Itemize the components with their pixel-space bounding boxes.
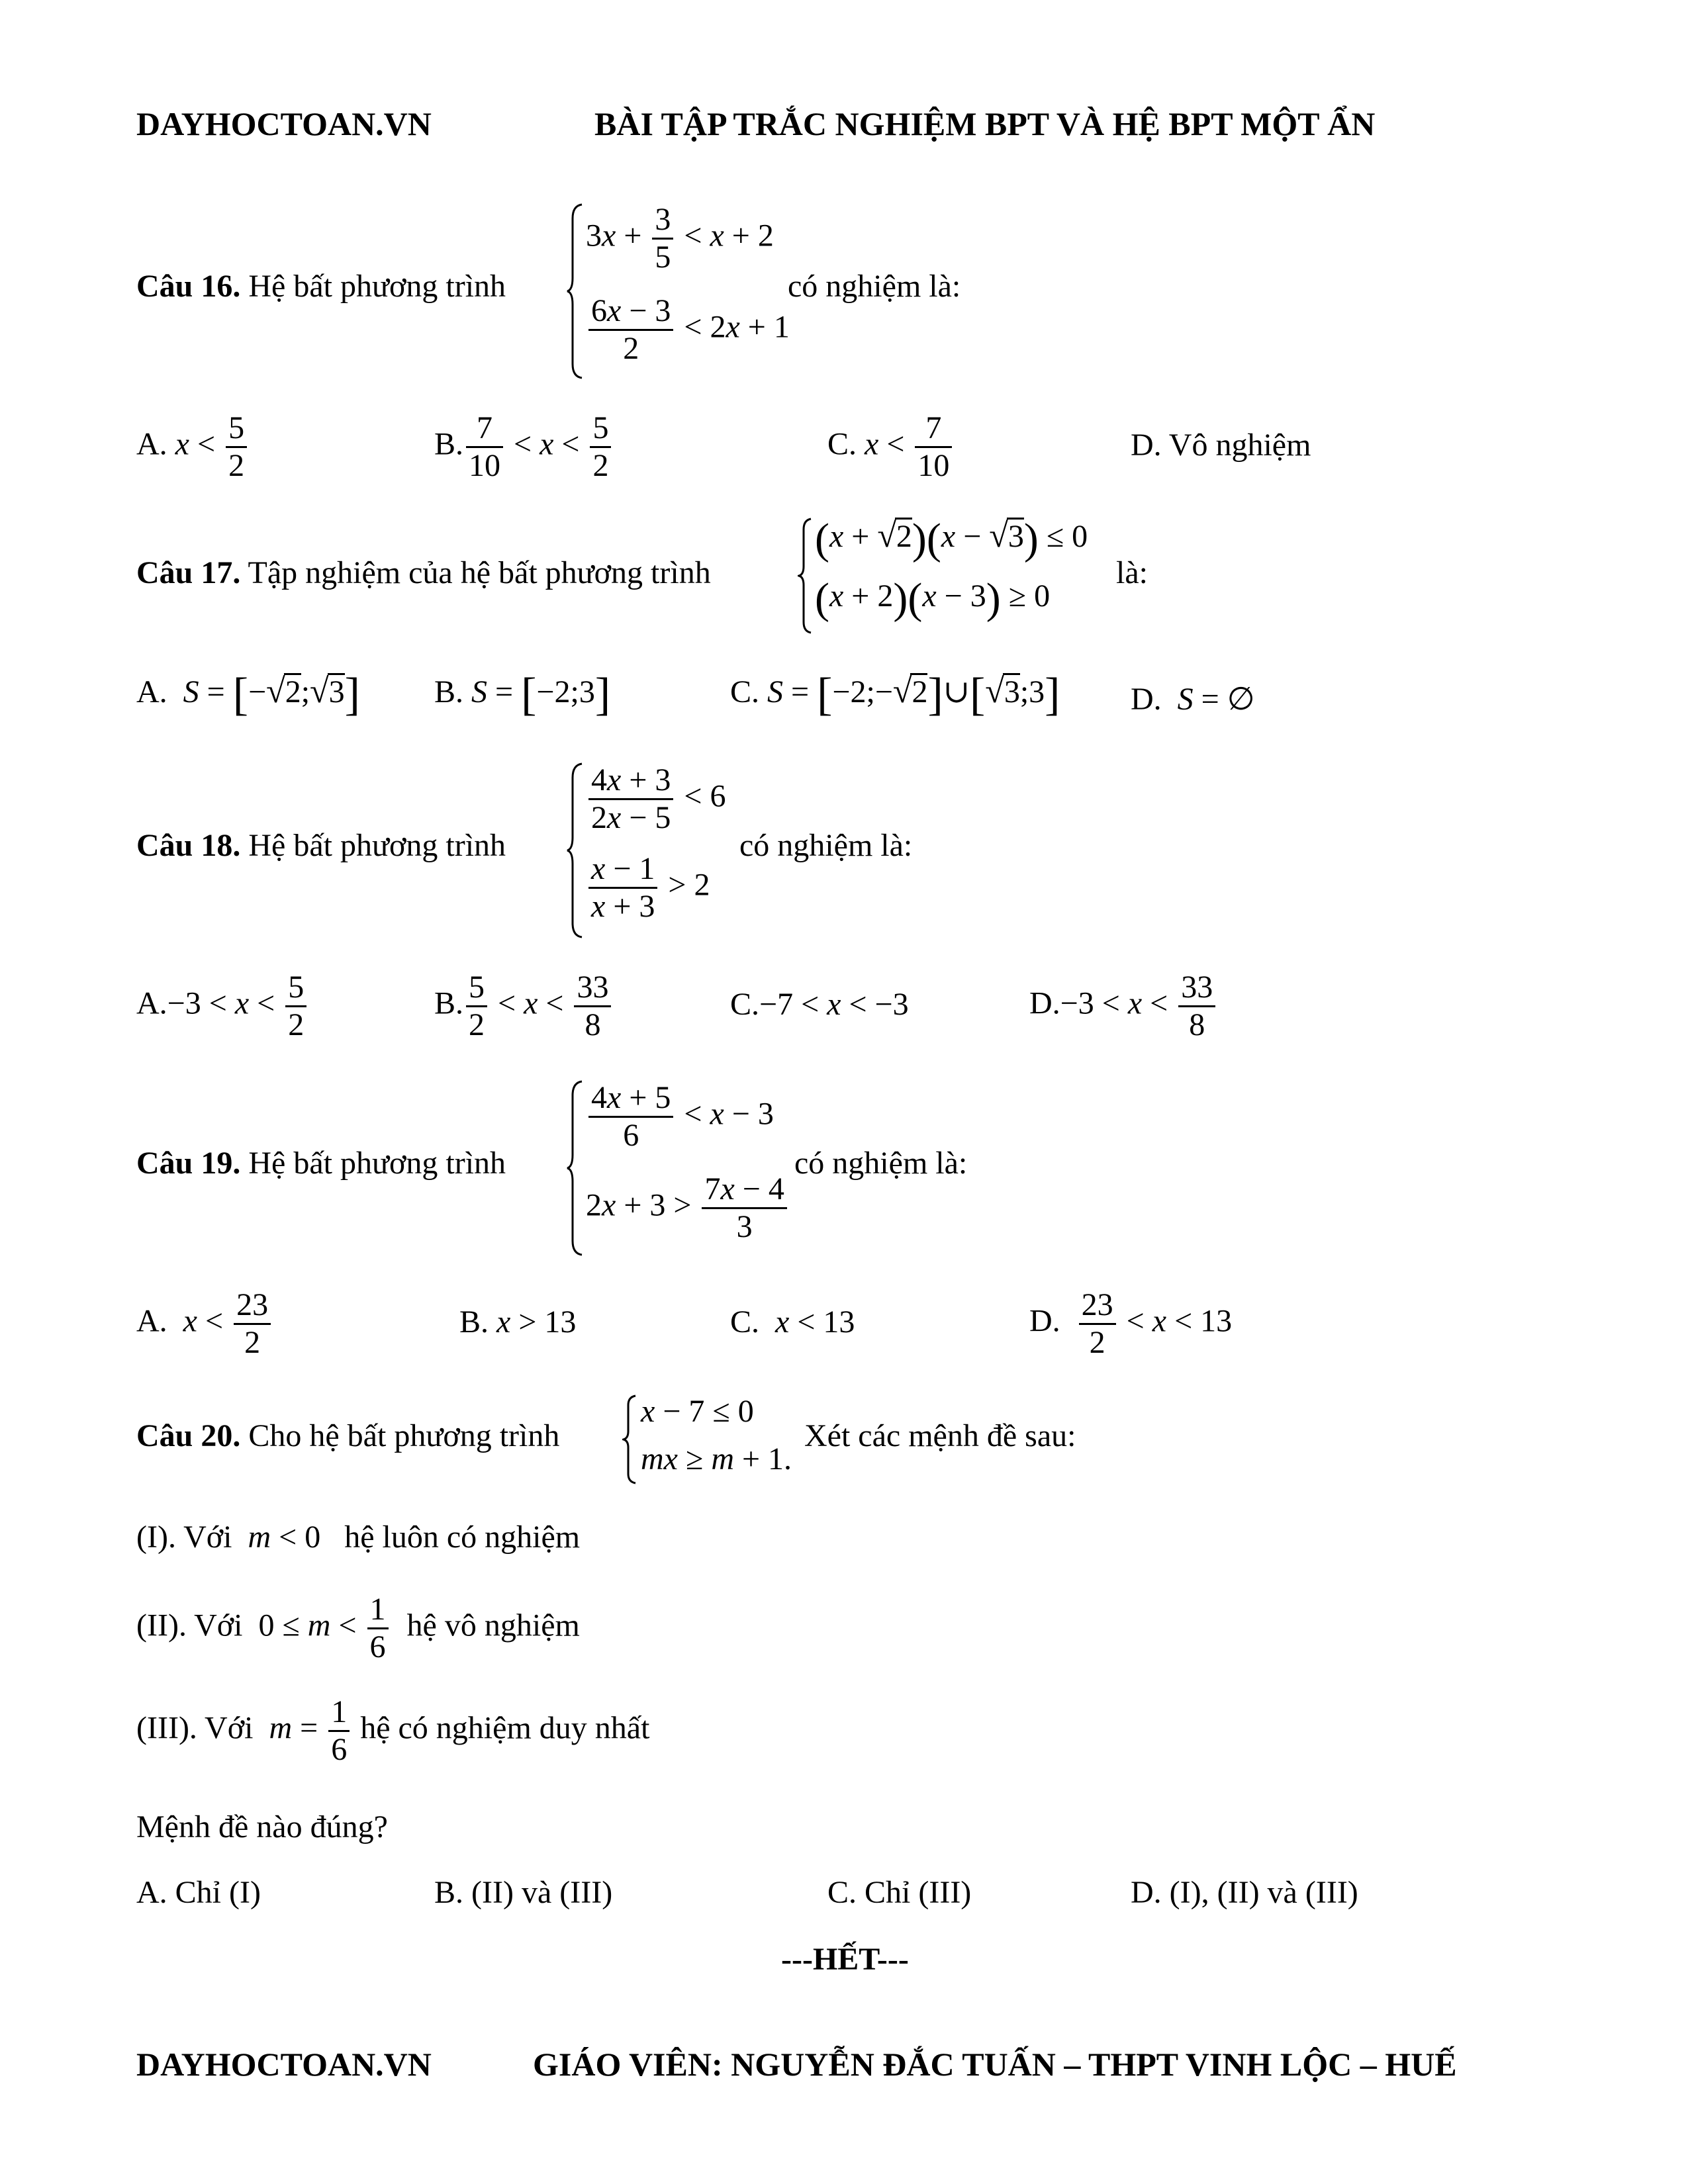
option-d[interactable]: D.−3 < x < $\frac{33}{8}$ <box>1029 970 1218 1043</box>
option-b[interactable]: B. (II) và (III) <box>434 1875 613 1910</box>
option-a[interactable]: A. S = [−√2;√3] <box>136 669 360 720</box>
option-a[interactable]: A.−3 < x < $\frac{5}{2}$ <box>136 970 309 1043</box>
equation-system: 3x + $\frac{3}{5}$ < x + 2 $\frac{6x - 3}{2}$ < 2x + 1 <box>566 202 784 381</box>
question-text: Hệ bất phương trình <box>248 1146 506 1181</box>
brace-icon <box>798 516 814 635</box>
question-label: Câu 17. <box>136 555 241 590</box>
option-d[interactable]: D. Vô nghiệm <box>1131 428 1311 463</box>
option-c[interactable]: C. S = [−2;−√2]∪[√3;3] <box>730 669 1060 720</box>
statement-1: (I). Với m < 0 hệ luôn có nghiệm <box>136 1520 581 1555</box>
question-suffix: là: <box>1116 555 1148 590</box>
question-label: Câu 16. <box>136 269 241 304</box>
brace-icon <box>566 1079 585 1257</box>
header-title: BÀI TẬP TRẮC NGHIỆM BPT VÀ HỆ BPT MỘT ẨN <box>594 105 1376 142</box>
brace-icon <box>566 202 585 381</box>
option-d[interactable]: D. $\frac{23}{2}$ < x < 13 <box>1029 1287 1233 1360</box>
equation-system: x − 7 ≤ 0 mx ≥ m + 1. <box>622 1393 794 1486</box>
option-a[interactable]: A. x < $\frac{23}{2}$ <box>136 1287 273 1361</box>
brace-icon <box>566 761 585 940</box>
option-b[interactable]: B. $\frac{7}{10}$ < x < $\frac{5}{2}$ <box>434 410 614 484</box>
footer-teacher: GIÁO VIÊN: NGUYỄN ĐẮC TUẤN – THPT VINH LỘC – HUẾ <box>533 2046 1457 2083</box>
option-c[interactable]: C. x < $\frac{7}{10}$ <box>827 410 955 484</box>
question-text: Hệ bất phương trình <box>248 828 506 863</box>
option-d[interactable]: D. S = ∅ <box>1131 682 1255 717</box>
question-text: Hệ bất phương trình <box>248 269 506 304</box>
equation-system: (x + √2)(x − √3) ≤ 0 (x + 2)(x − 3) ≥ 0 <box>798 516 1102 635</box>
question-label: Câu 19. <box>136 1146 241 1181</box>
equation-system: $\frac{4x + 5}{6}$ < x − 3 2x + 3 > $\frac{7x - 4}{3}$ <box>566 1079 791 1257</box>
footer-site: DAYHOCTOAN.VN <box>136 2046 432 2083</box>
option-c[interactable]: C. Chỉ (III) <box>827 1875 972 1910</box>
question-label: Câu 20. <box>136 1418 241 1453</box>
question-text: Tập nghiệm của hệ bất phương trình <box>248 555 711 590</box>
equation-system: $\frac{4x + 3}{2x - 5}$ < 6 $\frac{x - 1}{x + 3}$ > 2 <box>566 761 731 940</box>
header-site: DAYHOCTOAN.VN <box>136 105 432 142</box>
question-suffix: có nghiệm là: <box>794 1146 968 1181</box>
question-text: Cho hệ bất phương trình <box>248 1418 560 1453</box>
question-suffix: Xét các mệnh đề sau: <box>804 1418 1076 1453</box>
question-prompt: Mệnh đề nào đúng? <box>136 1809 388 1844</box>
question-label: Câu 18. <box>136 828 241 863</box>
option-a[interactable]: A. x < $\frac{5}{2}$ <box>136 410 250 484</box>
option-c[interactable]: C. x < 13 <box>730 1304 855 1340</box>
option-d[interactable]: D. (I), (II) và (III) <box>1131 1875 1358 1910</box>
question-suffix: có nghiệm là: <box>788 269 961 304</box>
option-b[interactable]: B. x > 13 <box>459 1304 577 1340</box>
brace-icon <box>622 1393 638 1486</box>
statement-3: (III). Với m = $\frac{1}{6}$ hệ có nghiệm duy nhất <box>136 1694 650 1767</box>
statement-2: (II). Với 0 ≤ m < $\frac{1}{6}$ hệ vô nghiệm <box>136 1592 580 1664</box>
option-c[interactable]: C.−7 < x < −3 <box>730 987 909 1022</box>
option-b[interactable]: B. $\frac{5}{2}$ < x < $\frac{33}{8}$ <box>434 970 614 1043</box>
question-suffix: có nghiệm là: <box>739 828 913 863</box>
option-a[interactable]: A. Chỉ (I) <box>136 1875 261 1910</box>
option-b[interactable]: B. S = [−2;3] <box>434 669 611 720</box>
end-mark: ---HẾT--- <box>781 1942 909 1977</box>
